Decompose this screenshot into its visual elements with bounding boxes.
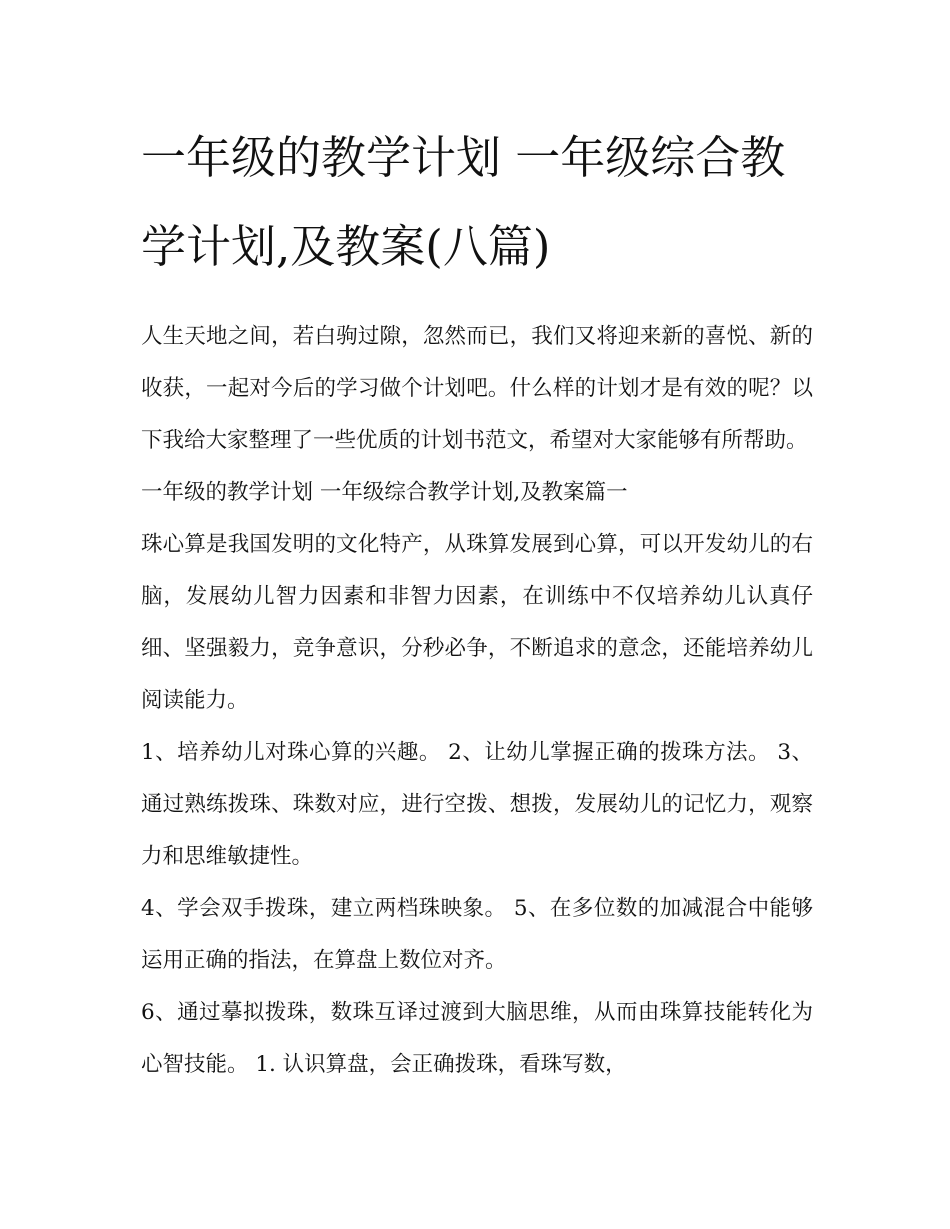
goals-paragraph: 4、学会双手拨珠，建立两档珠映象。 5、在多位数的加减混合中能够运用正确的指法，在算盘上数位对齐。 — [141, 896, 813, 973]
section-heading: 一年级的教学计划 一年级综合教学计划,及教案篇一 — [141, 480, 628, 505]
body-paragraph: 珠心算是我国发明的文化特产，从珠算发展到心算，可以开发幼儿的右脑，发展幼儿智力因素和非智力因素，在训练中不仅培养幼儿认真仔细、坚强毅力，竞争意识，分秒必争，不断追求的意念，还能培养幼儿阅读能力。 — [141, 532, 813, 713]
intro-paragraph: 人生天地之间，若白驹过隙，忽然而已，我们又将迎来新的喜悦、新的收获，一起对今后的学习做个计划吧。什么样的计划才是有效的呢？以下我给大家整理了一些优质的计划书范文，希望对大家能够有所帮助。 — [141, 324, 813, 453]
document-title: 一年级的教学计划 一年级综合教学计划,及教案(八篇) — [141, 131, 786, 273]
document-body — [141, 113, 813, 1091]
goals-paragraph: 1、培养幼儿对珠心算的兴趣。 2、让幼儿掌握正确的拨珠方法。 3、通过熟练拨珠、珠数对应，进行空拨、想拨，发展幼儿的记忆力，观察力和思维敏捷性。 — [141, 740, 813, 869]
goals-paragraph: 6、通过摹拟拨珠，数珠互译过渡到大脑思维，从而由珠算技能转化为心智技能。 1. 认识算盘，会正确拨珠，看珠写数， — [141, 1000, 813, 1077]
